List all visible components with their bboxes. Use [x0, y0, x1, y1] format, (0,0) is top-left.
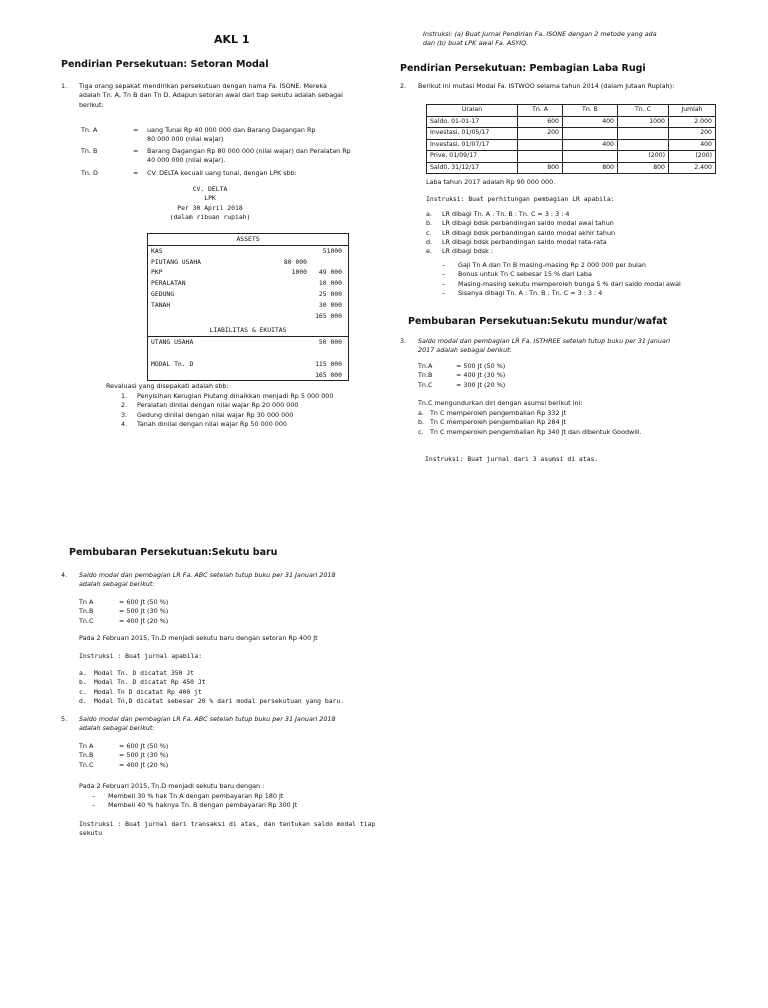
note-text: Pada 2 Februari 2015, Tn.D menjadi sekutu baru dengan setoran Rp 400 Jt — [79, 634, 318, 642]
lpk-row: GEDUNG 25 000 — [151, 289, 342, 298]
note-text: Pada 2 Februari 2015, Tn.D menjadi sekutu baru dengan : — [79, 782, 265, 790]
instruction-text: Instruksi : Buat jurnal dari transaksi di atas, dan tentukan saldo modal tiap sekutu — [79, 820, 376, 838]
question-intro: Tiga orang sepakat mendirikan persekutuan dengan nama Fa. ISONE. Mereka adalah Tn. A, Tn B dan Tn D. Adapun setoran awal dari tiap sekutu adalah sebagai berikut: — [79, 82, 343, 109]
list-item: – Membeli 30 % hak Tn A dengan pembayaran Rp 180 Jt — [92, 792, 284, 800]
bullet-icon: – — [442, 270, 446, 279]
partner-list — [418, 362, 505, 390]
list-item: Tn.B = 500 Jt (30 %) — [79, 751, 169, 760]
bullet-icon: – — [442, 261, 446, 269]
list-item: b. Tn C memperoleh pengembalian Rp 284 Jt — [418, 418, 566, 427]
partner-b-name: Tn. B — [81, 147, 98, 155]
list-item: Tn.B = 400 Jt (30 %) — [418, 371, 506, 380]
list-item: Tn A = 600 Jt (50 %) — [79, 598, 169, 606]
partner-list — [79, 598, 168, 626]
instruction-text: Instruksi: (a) Buat Jurnal Pendirian Fa. ISONE dengan 2 metode yang ada dan (b) buat LPK awal Fa. ASYIQ. — [423, 30, 657, 48]
lpk-row: KAS 51000 — [151, 246, 342, 255]
section-heading-setoran-modal: Pendirian Persekutuan: Setoran Modal — [61, 59, 269, 70]
bullet-icon: – — [92, 801, 96, 810]
lpk-row — [148, 348, 348, 359]
table-row: Saldo, 01-01-17 600 400 1000 2.000 — [427, 116, 716, 128]
column-header: Jumlah — [669, 105, 716, 117]
question-intro: Berikut ini mutasi Modal Fa. ISTWOO selama tahun 2014 (dalam Jutaan Rupiah): — [418, 82, 675, 90]
list-item: Tn A = 600 Jt (50 %) — [79, 742, 169, 750]
lpk-liab-label: LIABILITAS & EKUITAS — [148, 325, 348, 337]
note-text: Tn.C mengundurkan diri dengan asumsi berikut ini: — [418, 399, 583, 407]
lpk-header: CV. DELTA LPK Per 30 April 2018 (dalam ribuan rupiah) — [169, 185, 251, 221]
partner-b-sep: = — [133, 147, 139, 155]
bullet-list — [442, 261, 732, 298]
lpk-row: PKP 1000 49 000 — [151, 268, 342, 277]
list-item: b. LR dibagi bdsk perbandingan saldo modal awal tahun — [426, 219, 614, 228]
list-item: a. LR dibagi Tn. A : Tn. B : Tn. C = 3 : 3 : 4 — [426, 210, 570, 218]
bullet-icon: – — [92, 792, 96, 800]
list-item: 4. Tanah dinilai dengan nilai wajar Rp 50 000 000 — [121, 419, 287, 428]
instruction-text: Instruksi: Buat perhitungan pembagian LR apabila: — [426, 195, 615, 203]
options-list — [418, 409, 728, 437]
lpk-assets-label: ASSETS — [148, 234, 348, 246]
list-item: b. Modal Tn. D dicatat Rp 450 Jt — [79, 678, 206, 687]
list-item: Tn.C = 400 Jt (20 %) — [79, 616, 169, 625]
list-item: – Gaji Tn A dan Tn B masing-masing Rp 2 000 000 per bulan — [442, 261, 646, 269]
list-item: e. LR dibagi bdsk : — [426, 247, 494, 256]
instruction-text: Instruksi: Buat jurnal dari 3 asumsi di atas. — [425, 455, 599, 463]
list-item: – Masing-masing sekutu memperoleh bunga 5 % dari saldo modal awal — [442, 279, 681, 288]
lpk-table — [147, 233, 349, 381]
partner-list — [79, 742, 168, 770]
list-item: d. LR dibagi bdsk perbandingan saldo modal rata-rata — [426, 237, 607, 246]
page-title: AKL 1 — [214, 33, 250, 46]
reval-list — [121, 392, 381, 429]
list-item: Tn.C = 300 Jt (20 %) — [418, 380, 506, 389]
question-number: 1. — [61, 82, 68, 90]
column-header: Uraian — [427, 105, 518, 117]
list-item: Tn.A = 500 Jt (50 %) — [418, 362, 506, 370]
table-row: Investasi, 01/05/17 200 200 — [427, 128, 716, 140]
mutasi-modal-table — [426, 104, 716, 174]
list-item: 2. Peralatan dinilai dengan nilai wajar Rp 20 000 000 — [121, 401, 299, 410]
partner-a-detail: uang Tunai Rp 40 000 000 dan Barang Dagangan Rp 80 000 000 (nilai wajar) — [147, 126, 316, 144]
list-item: – Sisanya dibagi Tn. A : Tn. B : Tn. C = 3 : 3 : 4 — [442, 288, 603, 297]
lpk-total-assets: 165 000 — [315, 311, 342, 320]
list-item: a. Tn C memperoleh pengembalian Rp 332 Jt — [418, 409, 566, 417]
list-item: d. Modal Tn,D dicatat sebesar 20 % dari modal persekutuan yang baru. — [79, 696, 345, 705]
table-row: Prive, 01/09/17 (200) (200) — [427, 151, 716, 163]
list-item: 3. Gedung dinilai dengan nilai wajar Rp 30 000 000 — [121, 410, 294, 419]
options-list — [426, 210, 726, 256]
bullet-icon: – — [442, 288, 446, 297]
laba-text: Laba tahun 2017 adalah Rp 90 000 000. — [426, 178, 556, 186]
section-heading-sekutu-mundur: Pembubaran Persekutuan:Sekutu mundur/wafat — [408, 316, 668, 327]
lpk-row: PERALATAN 10 000 — [151, 279, 342, 288]
list-item: c. Modal Tn D dicatat Rp 400 jt — [79, 687, 202, 696]
lpk-row: UTANG USAHA 50 000 — [151, 338, 342, 347]
list-item: a. Modal Tn. D dicatat 350 Jt — [79, 669, 195, 677]
bullet-icon: – — [442, 279, 446, 288]
partner-a-sep: = — [133, 126, 139, 134]
options-list — [79, 669, 389, 706]
partner-d-name: Tn. D — [81, 169, 98, 177]
question-number: 3. — [400, 337, 407, 345]
reval-title: Revaluasi yang disepakati adalah sbb: — [106, 382, 229, 390]
question-intro: Saldo modal dan pembagian LR Fa. ISTHREE setelah tutup buku per 31 Januari 2017 adalah sebagai berikut: — [418, 337, 671, 355]
question-intro: Saldo modal dan pembagian LR Fa. ABC setelah tutup buku per 31 Januari 2018 adalah sebagai berikut: — [79, 715, 336, 733]
table-row: Sald0, 31/12/17 800 800 800 2.400 — [427, 162, 716, 174]
list-item: Tn.C = 400 Jt (20 %) — [79, 760, 169, 769]
partner-b-detail: Barang Dagangan Rp 80 000 000 (nilai wajar) dan Peralatan Rp 40 000 000 (nilai wajar). — [147, 147, 351, 165]
section-heading-pembagian-laba-rugi: Pendirian Persekutuan: Pembagian Laba Rugi — [400, 63, 646, 74]
partner-d-sep: = — [133, 169, 139, 177]
partner-a-name: Tn. A — [81, 126, 98, 134]
list-item: – Bonus untuk Tn C sebesar 15 % dari Laba — [442, 270, 592, 279]
question-number: 5. — [61, 715, 68, 723]
table-header-row — [427, 105, 716, 117]
table-row: Investasi, 01/07/17 400 400 — [427, 139, 716, 151]
list-item: 1. Penyisihan Kerugian Piutang dinaikkan menjadi Rp 5 000 000 — [121, 392, 334, 400]
column-header: Tn. A — [518, 105, 563, 117]
lpk-total-liab: 165 000 — [315, 370, 342, 379]
instruction-text: Instruksi : Buat jurnal apabila: — [79, 652, 203, 660]
bullet-list — [92, 792, 382, 811]
list-item: c. LR dibagi bdsk perbandingan saldo modal akhir tahun — [426, 228, 616, 237]
partner-d-detail: CV. DELTA kecuali uang tunai, dengan LPK sbb: — [147, 169, 297, 177]
lpk-row: TANAH 30 000 — [151, 300, 342, 309]
question-intro: Saldo modal dan pembagian LR Fa. ABC setelah tutup buku per 31 Januari 2018 adalah sebagai berikut: — [79, 571, 336, 589]
lpk-row: MODAL Tn. D 115 000 — [151, 359, 342, 368]
column-header: Tn. B — [563, 105, 618, 117]
list-item: c. Tn C memperoleh pengembalian Rp 340 Jt dan dibentuk Goodwill. — [418, 427, 642, 436]
column-header: Tn. C — [618, 105, 669, 117]
lpk-row: PIUTANG USAHA 80 000 — [151, 257, 307, 266]
list-item: – Membeli 40 % haknya Tn. B dengan pembayaran Rp 300 Jt — [92, 801, 298, 810]
question-number: 2. — [400, 82, 407, 90]
question-number: 4. — [61, 571, 68, 579]
section-heading-sekutu-baru: Pembubaran Persekutuan:Sekutu baru — [69, 547, 278, 558]
list-item: Tn.B = 500 Jt (30 %) — [79, 607, 169, 616]
